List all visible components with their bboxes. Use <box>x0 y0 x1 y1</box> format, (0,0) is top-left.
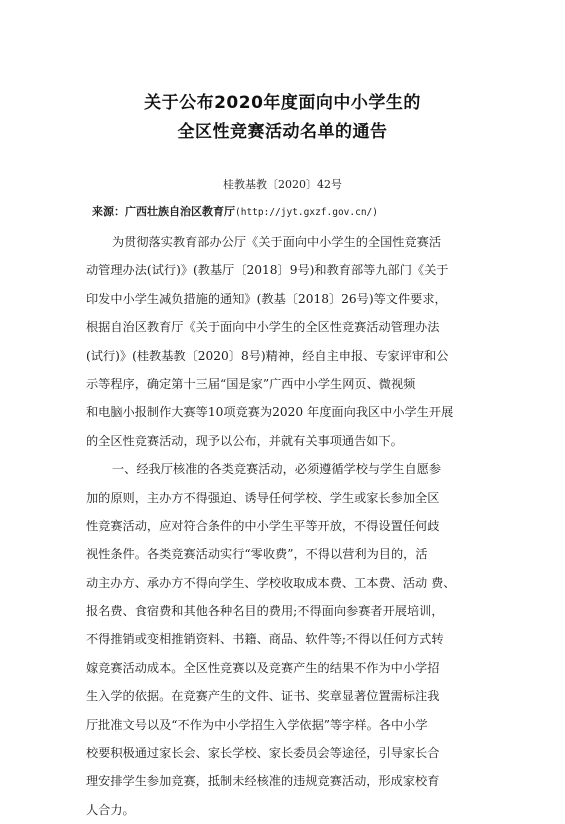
document-body <box>86 228 496 824</box>
paragraph-2-line: 不得推销或变相推销资料、书籍、商品、软件等;不得以任何方式转 <box>86 632 444 647</box>
paragraph-2-line: 厅批准文号以及“不作为中小学招生入学依据”等字样。各中小学 <box>86 717 428 732</box>
document-title-line-1: 关于公布2020年度面向中小学生的 <box>144 93 421 113</box>
paragraph-1-line: 动管理办法(试行)》(教基厅〔2018〕9号)和教育部等九部门《关于 <box>86 263 449 278</box>
paragraph-2-line: 报名费、食宿费和其他各种名目的费用;不得面向参赛者开展培训， <box>86 604 444 619</box>
paragraph-2-line: 动主办方、承办方不得向学生、学校收取成本费、工本费、活动 费、 <box>86 575 456 590</box>
paragraph-2-line: 理安排学生参加竞赛，抵制未经核准的违规竞赛活动，形成家校育 <box>86 774 440 789</box>
paragraph-1-line: (试行)》(桂教基教〔2020〕8号)精神，经自主申报、专家评审和公 <box>86 348 449 363</box>
paragraph-1-line: 示等程序，确定第十三届“国是家”广西中小学生网页、微视频 <box>86 376 416 391</box>
paragraph-2-line: 性竞赛活动，应对符合条件的中小学生平等开放，不得设置任何歧 <box>86 518 440 533</box>
paragraph-1-line: 印发中小学生减负措施的通知》(教基〔2018〕26号)等文件要求， <box>86 291 447 306</box>
paragraph-1-line: 的全区性竞赛活动，现予以公布，并就有关事项通告如下。 <box>86 433 403 448</box>
paragraph-1-line: 和电脑小报制作大赛等10项竞赛为2020 年度面向我区中小学生开展 <box>86 405 454 420</box>
paragraph-1-line: 为贯彻落实教育部办公厅《关于面向中小学生的全国性竞赛活 <box>112 235 442 249</box>
source-line <box>92 203 378 219</box>
paragraph-2-line: 加的原则，主办方不得强迫、诱导任何学校、学生或家长参加全区 <box>86 490 440 505</box>
paragraph-2-line: 一、经我厅核准的各类竞赛活动，必须遵循学校与学生自愿参 <box>112 462 442 477</box>
document-title-line-2: 全区性竞赛活动名单的通告 <box>177 122 388 142</box>
paragraph-2-line: 生入学的依据。在竞赛产生的文件、证书、奖章显著位置需标注我 <box>86 689 440 704</box>
paragraph-1-line: 根据自治区教育厅《关于面向中小学生的全区性竞赛活动管理办法 <box>86 320 440 335</box>
document-number: 桂教基教〔2020〕42号 <box>223 178 342 191</box>
paragraph-2-line: 视性条件。各类竞赛活动实行“零收费”，不得以营利为目的，活 <box>86 547 428 562</box>
source-label: 来源：广西壮族自治区教育厅 <box>92 205 235 218</box>
paragraph-2-line: 人合力。 <box>86 802 135 817</box>
paragraph-2-line: 嫁竞赛活动成本。全区性竞赛以及竞赛产生的结果不作为中小学招 <box>86 660 440 675</box>
source-url: (http://jyt.gxzf.gov.cn/) <box>235 207 378 218</box>
paragraph-2-line: 校要积极通过家长会、家长学校、家长委员会等途径，引导家长合 <box>86 746 440 761</box>
